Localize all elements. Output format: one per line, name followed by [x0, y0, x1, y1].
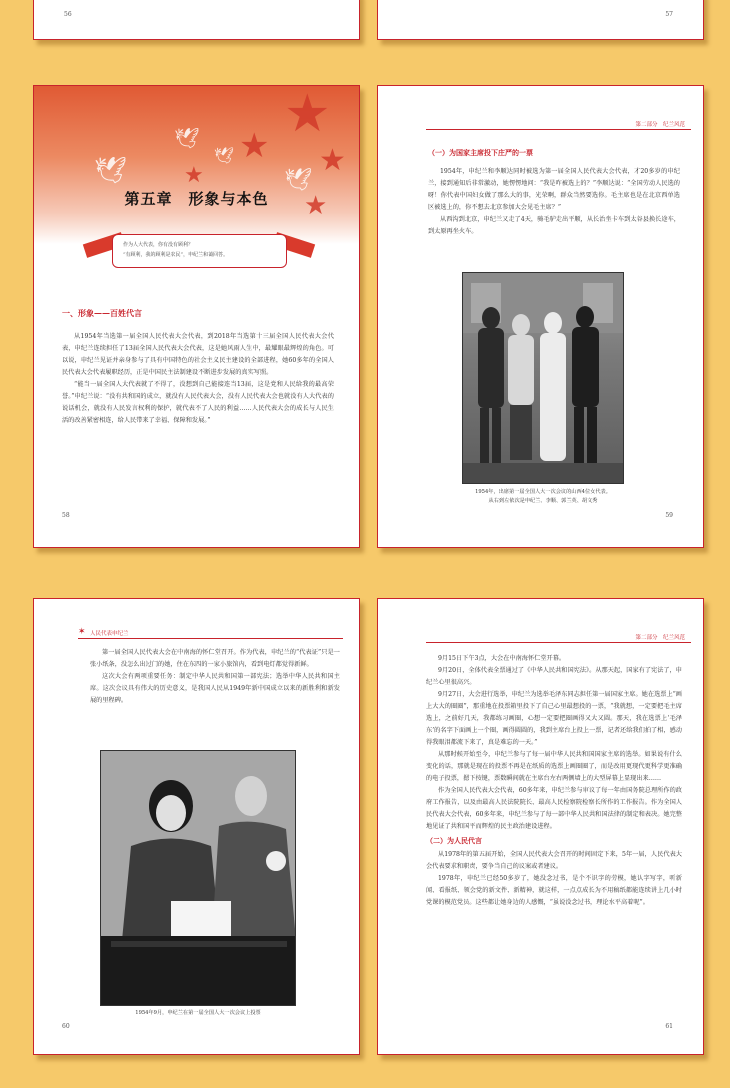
star-icon: ★ — [239, 126, 270, 166]
paragraph: 从那时候开始至今，申纪兰参与了每一届中华人民共和国国家主席的选举。如果说有什么变化的话，那就是现在的投票不再是在纸质的选票上画圈圈了，而是改用更现代更科学更准确的电子投票，摁下按键，票数瞬间就在主席台左右两侧墙上的大型屏幕上显现出来…… — [426, 751, 682, 782]
star-icon: ★ — [304, 191, 328, 221]
paragraph: 这次大会有两项重要任务：制定中华人民共和国第一部宪法；选举中华人民共和国主席。这次会议具有伟大的历史意义，是我国人民从1949年新中国成立以来的新胜利和新发展的里程碑。 — [90, 673, 340, 704]
chapter-banner — [34, 86, 359, 244]
running-head-text: 第二部分 纪兰风范 — [635, 122, 685, 128]
page-61 — [377, 598, 704, 1055]
chapter-quote — [112, 234, 287, 268]
section-heading: （二）为人民代言 — [426, 836, 482, 845]
page-number: 56 — [64, 11, 72, 18]
logo-icon: ✶ — [78, 627, 86, 637]
quote-line: “有顾利，我的顾利是农民”，申纪兰和蔼回答。 — [123, 252, 229, 258]
page-58 — [33, 85, 360, 548]
running-head — [426, 633, 691, 643]
paragraph: 9月20日，全体代表全票通过了《中华人民共和国宪法》。从那天起，国家有了宪法了，申纪兰心里很高兴。 — [426, 667, 682, 686]
photo-caption — [462, 488, 624, 506]
running-head — [426, 120, 691, 130]
star-icon: ★ — [184, 163, 204, 188]
body-text — [428, 166, 680, 238]
caption-line: 1954年，出席第一届全国人大一次会议的山西4位女代表。 — [475, 489, 611, 495]
running-head-text: 第二部分 纪兰风范 — [635, 635, 685, 641]
paragraph: 从1978年的第五届开始，全国人民代表大会召开的时间固定下来，5年一届，人民代表大会代表要求和职责，要争当自己的议案或者建议。 — [426, 851, 682, 870]
paragraph: 9月15日下午3点，大会在中南海怀仁堂开幕。 — [438, 655, 566, 662]
page-number: 57 — [665, 11, 673, 18]
paragraph: 从1954年当选第一届全国人民代表大会代表，到2018年当选第十三届全国人民代表大会代表，申纪兰连续担任了13届全国人民代表大会代表，这是她风雨人生中，最耀眼最辉煌的角色。可以说，申纪兰见证并亲身参与了具有中国特色的社会主义民主建设的全部进程，她60多年的全国人民代表大会代表履职经历，正是中国民主法制建设不断进步发展的真实写照。 — [62, 333, 334, 376]
page-56 — [33, 0, 360, 40]
dove-icon: 🕊 — [284, 168, 312, 193]
running-head-text: 人民代表申纪兰 — [90, 631, 129, 637]
section-heading: （一）为国家主席投下庄严的一票 — [428, 148, 533, 157]
paragraph: 1954年，申纪兰和李顺达同时被选为第一届全国人民代表大会代表，才20多岁的申纪兰，接到通知后非常激动，她愣愣地问：“我是咋被选上的？”李顺达说：“全国劳动人民选的呀！你代表中国妇女做了那么大的事，光荣啊，群众当然要选你。毛主席也是在北京西单选区被选上的，你不想去北京参加大会见毛主席？” — [428, 168, 680, 211]
paragraph: “能当一届全国人大代表就了不得了，没想到自己能接连当13届，这是党和人民给我的最高荣誉。”申纪兰说：“没有共和国的成立，就没有人民代表大会，没有人民代表大会也就没有人大代表的说话机会，就没有人民发言权利的保护，就代表不了人民的利益……人民代表大会的成长与人民生活的改善紧密相连，给人民带来了幸福、保障和发展。” — [62, 381, 334, 424]
dove-icon: 🕊 — [174, 126, 200, 150]
section-heading: 一、形象——百姓代言 — [62, 308, 142, 318]
photo-caption: 1954年9月，申纪兰在第一届全国人大一次会议上投票 — [135, 1010, 261, 1016]
page-60 — [33, 598, 360, 1055]
quote-line: 作为人大代表，你有没有顾利？ — [123, 242, 194, 248]
page-number: 58 — [62, 512, 70, 519]
body-text — [90, 647, 340, 707]
star-icon: ★ — [284, 85, 331, 144]
dove-icon: 🕊 — [214, 146, 235, 165]
page-59 — [377, 85, 704, 548]
paragraph: 作为全国人民代表大会代表，60多年来，申纪兰参与审议了每一年由国务院总理所作的政府工作报告，以及由最高人民法院院长、最高人民检察院检察长所作的工作报告。作为全国人民代表大会代表，60多年来，申纪兰参与了每一部中华人民共和国法律的制定和表决。她完整地见证了共和国平而辉煌的民主政治建设进程。 — [426, 787, 682, 830]
paragraph: 从西沟到北京，申纪兰又走了4天，骑毛驴走出平顺，从长治坐卡车到太谷县换长途车，到太原再坐火车。 — [428, 216, 680, 235]
caption-line: 从右到左依次是申纪兰、李顺、郭兰英、胡文秀 — [488, 498, 598, 504]
page-number: 60 — [62, 1023, 70, 1030]
group-photo — [462, 272, 624, 484]
star-icon: ★ — [319, 143, 346, 178]
page-57 — [377, 0, 704, 40]
voting-photo — [100, 750, 296, 1006]
body-text — [62, 331, 334, 427]
chapter-title: 第五章 形象与本色 — [124, 190, 269, 208]
paragraph: 第一届全国人民代表大会在中南海的怀仁堂召开。作为代表，申纪兰的“代表证”只是一张小纸条，没怎么出过门的她，住在东四的一家小旅馆内，看到电灯都觉得新鲜。 — [90, 649, 340, 668]
page-number: 59 — [665, 512, 673, 519]
body-text — [426, 653, 682, 909]
running-head — [78, 627, 343, 639]
paragraph: 9月27日，大会进行选举，申纪兰为选举毛泽东同志担任第一届国家主席。她在选票上“画上大大的圈圈”，那重地在投票箱里投下了自己心里最想投的一票，“我就想，一定要把毛主席选上，之前好几天，我都练习画圈，心想一定要把圈画得又大又圆。那天，我在选票上‘毛泽东’的名字下面画上一个圈，画得圆圆的，我到主席台上投上一票，记者还给我们拍了相，感动得我眼泪都流下来了，真是难忘的一天。” — [426, 691, 682, 746]
paragraph: 1978年，申纪兰已经50多岁了，她没念过书，是个不识字的劳模，她认字写字，听新闻、看报纸、领会党的新文件、新精神，就这样，一点点成长为不用稿纸都能连续讲上几小时党课的模范党员。这些都让她身边的人感慨，“虽说没念过书，理论水平高着呢”。 — [426, 875, 682, 906]
dove-icon: 🕊 — [94, 156, 128, 186]
page-number: 61 — [665, 1023, 673, 1030]
